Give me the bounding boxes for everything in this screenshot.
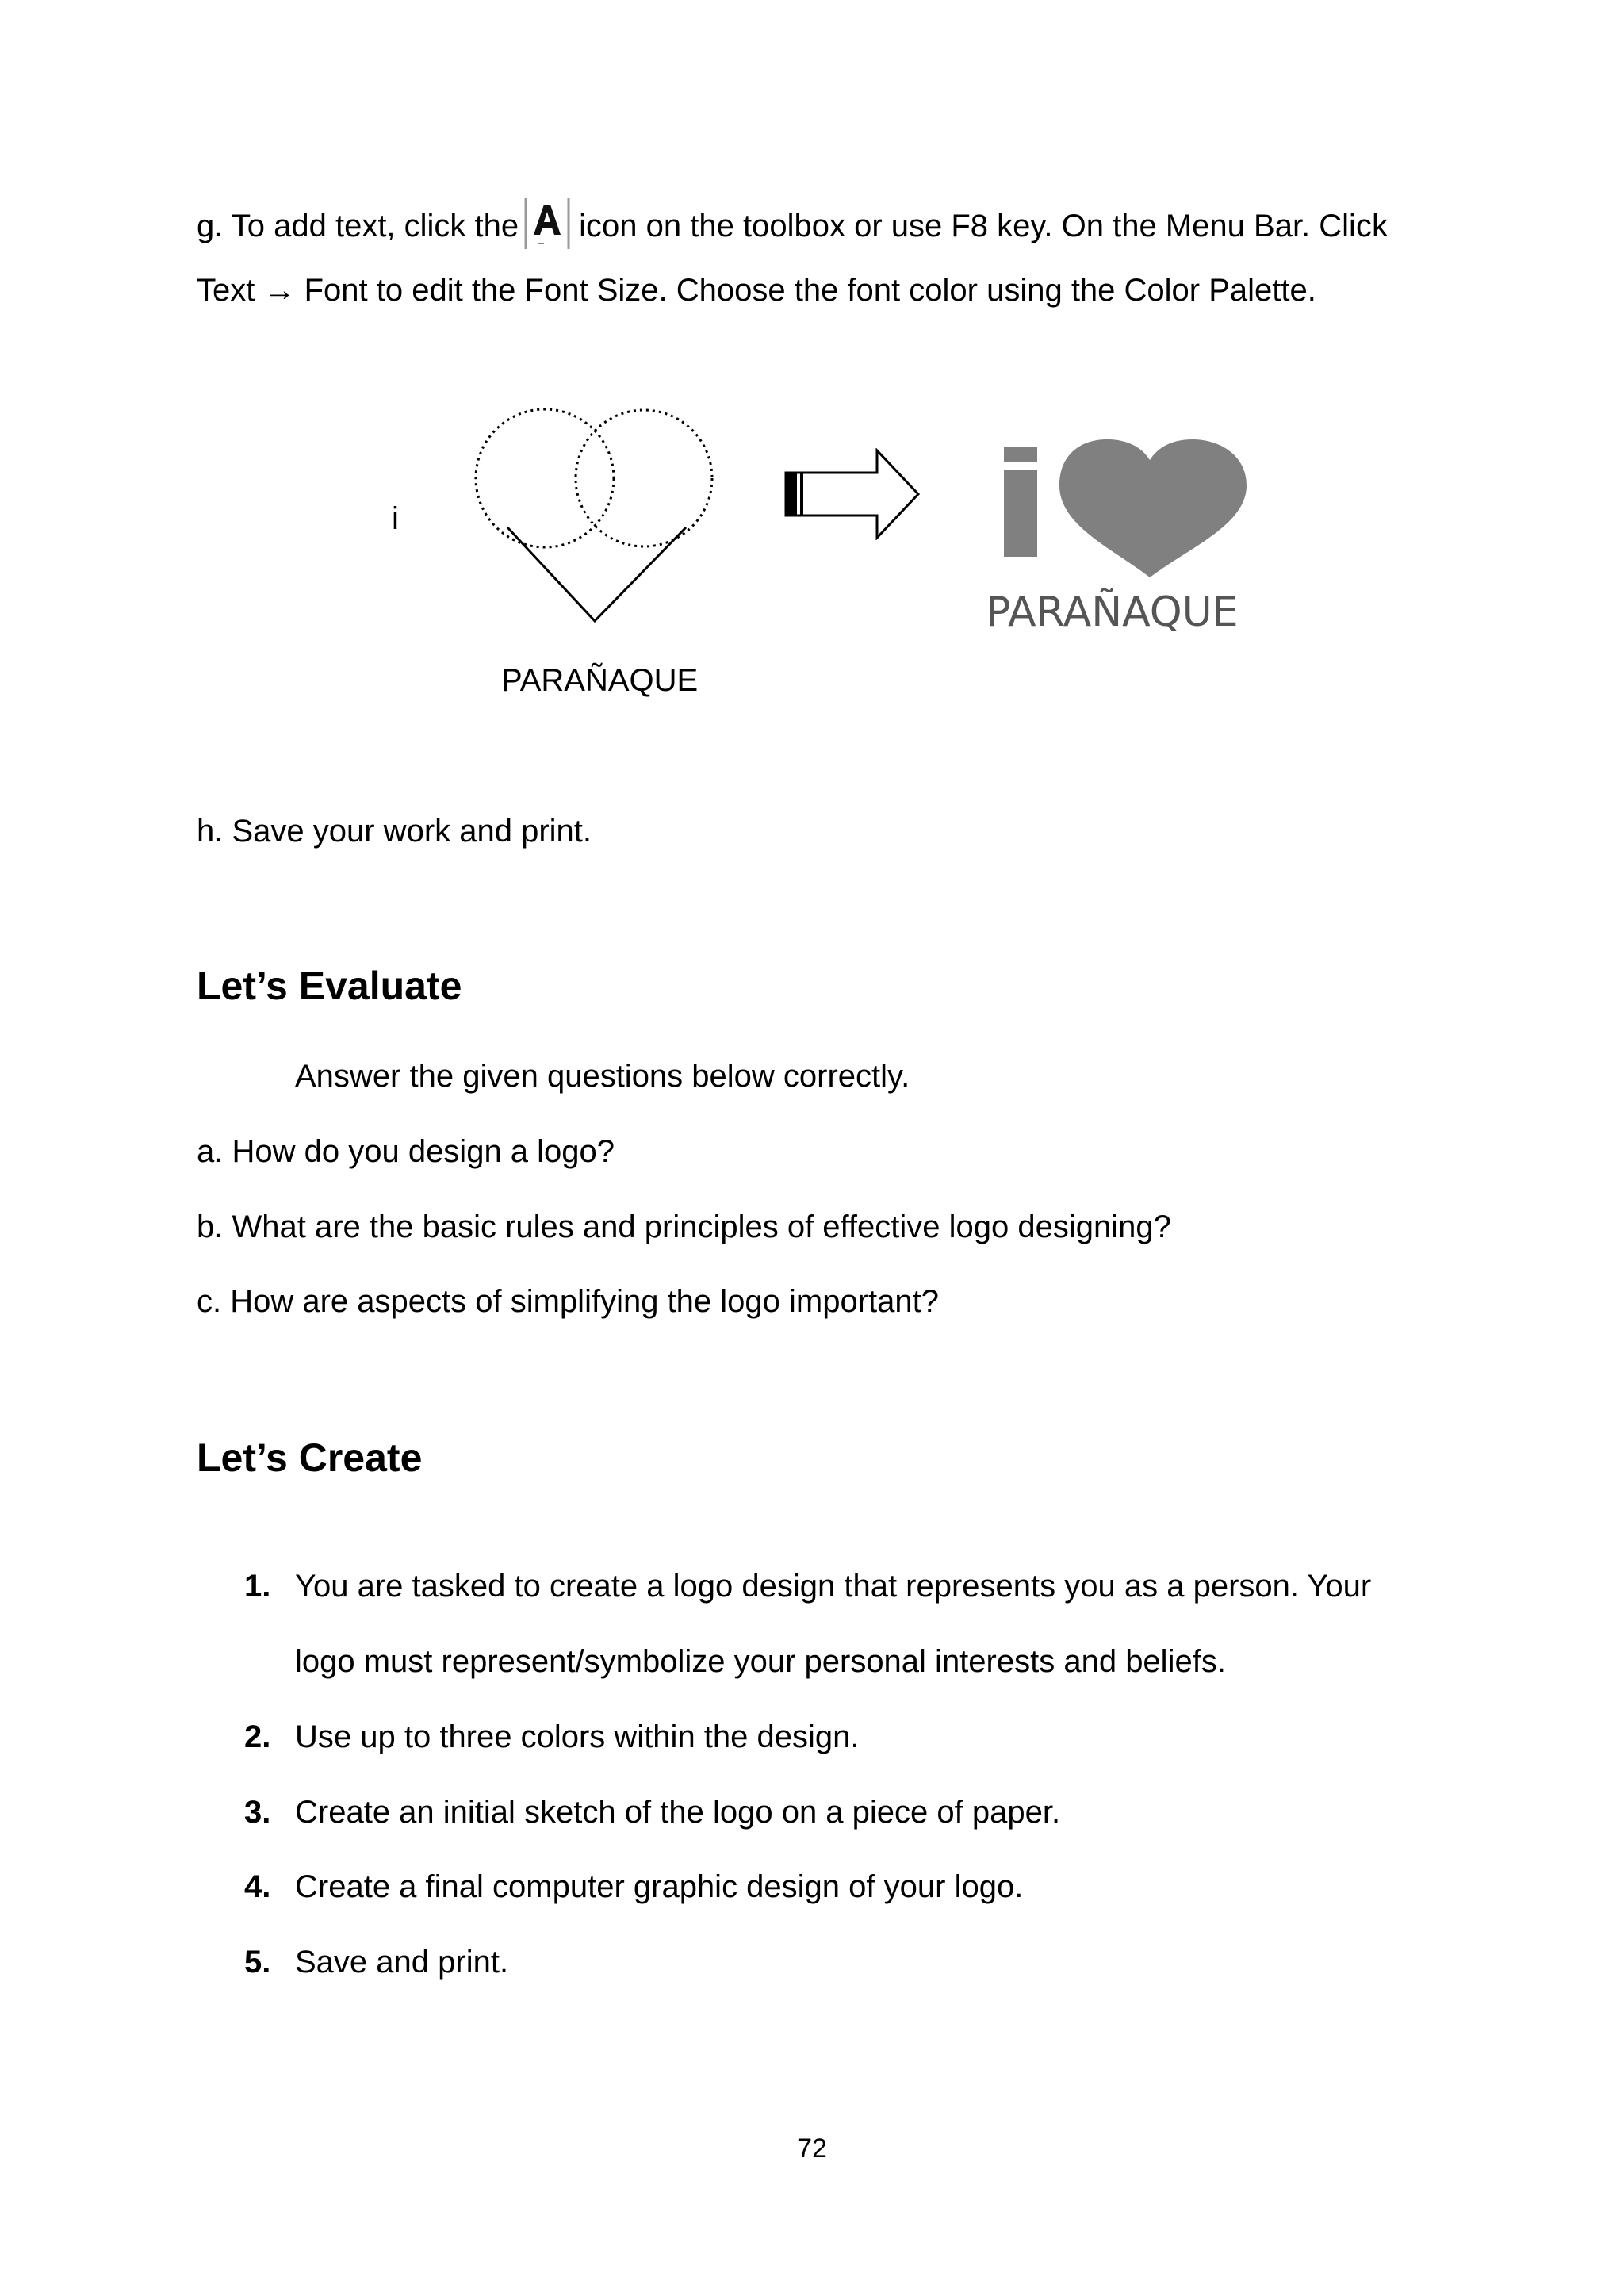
step-g-line1 <box>197 197 1388 251</box>
sketch-heart-drawing <box>468 401 722 638</box>
create-item-3-text: Create an initial sketch of the logo on a piece of paper. <box>295 1795 1061 1830</box>
question-c: c. How are aspects of simplifying the logo important? <box>197 1284 939 1319</box>
evaluate-intro: Answer the given questions below correctly. <box>295 1059 910 1094</box>
create-item-5-number: 5. <box>244 1945 271 1980</box>
step-g-line2: Text → Font to edit the Font Size. Choose the font color using the Color Palette. <box>197 273 1316 308</box>
step-h: h. Save your work and print. <box>197 814 592 849</box>
evaluate-heading: Let’s Evaluate <box>197 964 462 1008</box>
create-heading: Let’s Create <box>197 1435 423 1480</box>
create-item-4-number: 4. <box>244 1869 271 1904</box>
step-g-text-before: g. To add text, click the <box>197 209 519 243</box>
result-caption: PARAÑAQUE <box>986 588 1239 636</box>
question-b: b. What are the basic rules and principles of effective logo designing? <box>197 1209 1171 1244</box>
create-item-1-line1: You are tasked to create a logo design that represents you as a person. Your <box>295 1569 1372 1604</box>
sketch-letter-i: i <box>392 501 399 536</box>
create-item-1-number: 1. <box>244 1569 271 1604</box>
result-letter-dot <box>1004 447 1037 462</box>
heart-icon <box>1059 439 1247 577</box>
create-item-4-text: Create a final computer graphic design of your logo. <box>295 1869 1024 1904</box>
result-logo-mark <box>999 436 1253 581</box>
create-item-3-number: 3. <box>244 1795 271 1830</box>
question-a: a. How do you design a logo? <box>197 1134 615 1169</box>
create-item-5-text: Save and print. <box>295 1945 509 1980</box>
sketch-caption: PARAÑAQUE <box>501 663 699 698</box>
create-item-2-number: 2. <box>244 1719 271 1754</box>
page-number: 72 <box>797 2133 827 2164</box>
create-item-2-text: Use up to three colors within the design. <box>295 1719 860 1754</box>
text-tool-icon <box>523 197 571 251</box>
step-g-text-after: icon on the toolbox or use F8 key. On the Menu Bar. Click <box>579 209 1388 243</box>
right-arrow-icon <box>783 448 923 540</box>
result-letter-stem <box>1004 470 1037 557</box>
create-item-1-line2: logo must represent/symbolize your personal interests and beliefs. <box>295 1644 1226 1679</box>
